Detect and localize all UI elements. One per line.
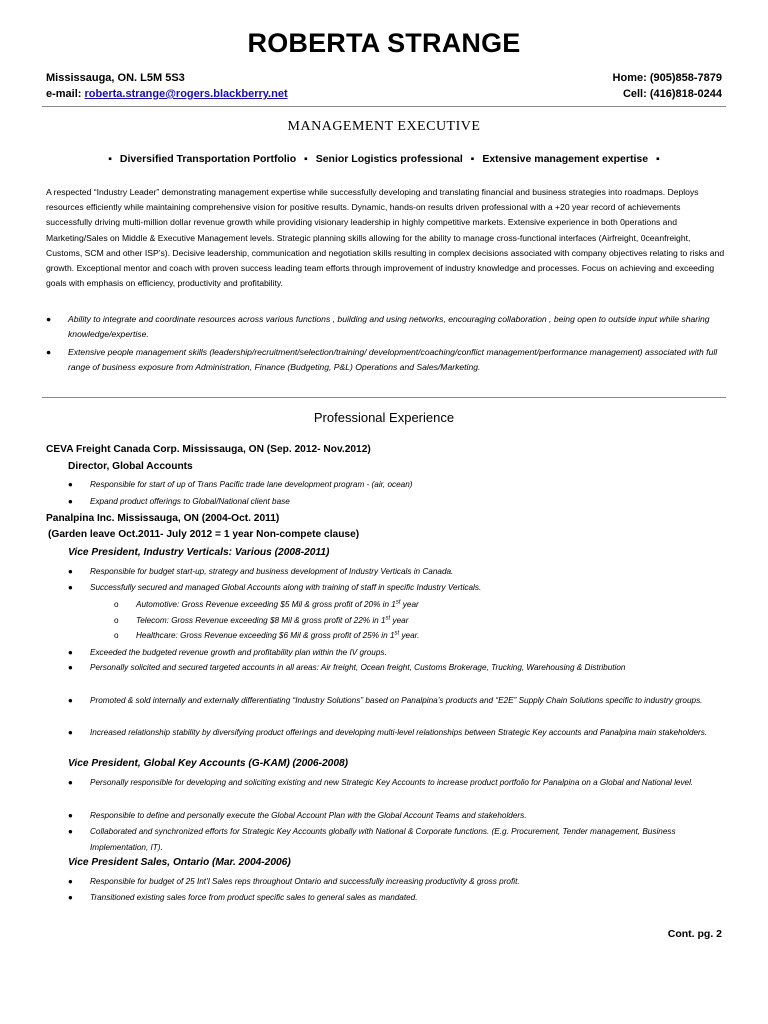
section-heading-experience: Professional Experience bbox=[313, 410, 455, 425]
list-item-text: Increased relationship stability by diversifying product offerings and developing multi-level relationships between Strategic Key accounts and Panalpina main stakeholders. bbox=[90, 728, 708, 737]
bullet-icon: ● bbox=[68, 728, 73, 737]
summary-paragraph: A respected “Industry Leader” demonstrating management expertise while successfully developing and translating financial and business strategies into roadmaps. Deploys resources efficiently while maintaining comprehensive vision for positive results. Dynamic, hands-on results driven professional with a +20 year record of achievements successfully driving multi-million dollar revenue growth while providing visionary leadership in highly competitive markets. Extensive experience in both 0perations and Marketing/Sales on Middle & Executive Management levels. Strategic planning skills allowing for the ability to manage cross-functional interfaces (Airfreight, 0ceanfreight, Customs, SCM and other ISP’s). Decisive leadership, communication and negotiation skills resulting in complex decisions associated with company objectives relating to risks and growth. Exceptional mentor and coach with proven success leading team efforts through improvement of industry knowledge and processes. Focus on achieving and exceeding goals with emphasis on efficiency, productivity and profitability. bbox=[46, 187, 725, 289]
company-ceva: CEVA Freight Canada Corp. Mississauga, ON (Sep. 2012- Nov.2012) bbox=[46, 444, 371, 455]
list-item-text: Personally solicited and secured targeted accounts in all areas: Air freight, Ocean freight, Customs Brokerage, Trucking, Warehousing & Distribution bbox=[90, 663, 626, 672]
bullet-icon: ● bbox=[46, 347, 52, 357]
bullet-icon: ▪ bbox=[304, 153, 308, 165]
bullet-icon: ● bbox=[68, 778, 73, 787]
sub-item-text: Telecom: Gross Revenue exceeding $8 Mil & gross profit of 22% in 1st year bbox=[136, 615, 409, 625]
list-item bbox=[68, 693, 724, 709]
role-vp-global-key-accounts: Vice President, Global Key Accounts (G-KAM) (2006-2008) bbox=[68, 758, 349, 769]
list-item-text: Exceeded the budgeted revenue growth and profitability plan within the IV groups. bbox=[90, 648, 387, 657]
highlight-item: Extensive management expertise bbox=[482, 153, 649, 165]
list-item bbox=[68, 645, 724, 661]
bullet-icon: ● bbox=[68, 583, 73, 592]
summary-bullet-text: Extensive people management skills (leadership/recruitment/selection/training/ development/coaching/conflict management/performance management) associated with full range of business exposure from Administration, Finance (Budgeting, P&L) Operations and Sales/Marketing. bbox=[68, 347, 718, 373]
highlights-line bbox=[0, 153, 768, 165]
summary-bullet-text: Ability to integrate and coordinate resources across various functions , building and using networks, encouraging collaboration , being open to outside input while sharing knowledge/expertise. bbox=[68, 314, 710, 340]
bullet-icon: ● bbox=[68, 811, 73, 820]
list-item bbox=[68, 874, 724, 890]
bullet-icon: ● bbox=[68, 497, 73, 506]
list-item bbox=[68, 775, 724, 791]
summary-bullet bbox=[46, 312, 726, 342]
continued-page-note: Cont. pg. 2 bbox=[667, 928, 722, 940]
list-item bbox=[68, 494, 724, 510]
sub-item-text: Healthcare: Gross Revenue exceeding $6 Mil & gross profit of 25% in 1st year. bbox=[136, 630, 420, 640]
list-item-text: Responsible for start of up of Trans Pacific trade lane development program - (air, ocean) bbox=[90, 480, 413, 489]
garden-leave-note: (Garden leave Oct.2011- July 2012 = 1 year Non-compete clause) bbox=[48, 529, 360, 540]
role-vp-industry-verticals: Vice President, Industry Verticals: Various (2008-2011) bbox=[68, 547, 330, 558]
bullet-icon: ● bbox=[68, 567, 73, 576]
bullet-icon: ▪ bbox=[470, 153, 475, 165]
email-line bbox=[46, 88, 288, 100]
email-link[interactable]: roberta.strange@rogers.blackberry.net bbox=[84, 88, 288, 100]
bullet-icon: ● bbox=[68, 480, 73, 489]
list-item-text: Transitioned existing sales force from product specific sales to general sales as mandated. bbox=[90, 893, 418, 902]
position-title: MANAGEMENT EXECUTIVE bbox=[287, 119, 481, 134]
role-director: Director, Global Accounts bbox=[68, 461, 193, 472]
list-item-text: Responsible for budget of 25 Int’l Sales reps throughout Ontario and successfully increasing productivity & gross profit. bbox=[90, 877, 520, 886]
sub-item bbox=[114, 613, 408, 628]
header-divider bbox=[42, 106, 726, 107]
summary-bullet bbox=[46, 345, 726, 375]
bullet-icon: ▪ bbox=[655, 153, 660, 165]
list-item-text: Promoted & sold internally and externally differentiating “Industry Solutions” based on Panalpina’s products and “E2E” Supply Chain Solutions specific to industry groups. bbox=[90, 696, 703, 705]
sub-item bbox=[114, 628, 419, 643]
bullet-icon: ● bbox=[68, 827, 73, 836]
list-item-text: Expand product offerings to Global/National client base bbox=[90, 497, 290, 506]
home-phone: Home: (905)858-7879 bbox=[612, 72, 722, 84]
address: Mississauga, ON. L5M 5S3 bbox=[46, 72, 185, 84]
highlight-item: Senior Logistics professional bbox=[315, 153, 463, 165]
list-item bbox=[68, 808, 724, 824]
list-item-text: Collaborated and synchronized efforts for Strategic Key Accounts globally with National & Corporate functions. (E.g. Procurement, Tender management, Business Implementation, IT). bbox=[90, 827, 676, 852]
circle-bullet-icon: o bbox=[114, 616, 119, 625]
list-item-text: Personally responsible for developing and soliciting existing and new Strategic Key Accounts to increase product portfolio for Panalpina on a Global and National level. bbox=[90, 778, 694, 787]
circle-bullet-icon: o bbox=[114, 600, 119, 609]
candidate-name: ROBERTA STRANGE bbox=[247, 28, 521, 58]
list-item bbox=[68, 564, 724, 580]
list-item bbox=[68, 580, 724, 596]
email-label: e-mail: bbox=[46, 88, 85, 100]
bullet-icon: ● bbox=[68, 663, 73, 672]
bullet-icon: ● bbox=[68, 648, 73, 657]
role-vp-sales-ontario: Vice President Sales, Ontario (Mar. 2004-2006) bbox=[68, 857, 291, 868]
list-item-text: Responsible to define and personally execute the Global Account Plan with the Global Account Teams and stakeholders. bbox=[90, 811, 527, 820]
sub-item-text: Automotive: Gross Revenue exceeding $5 Mil & gross profit of 20% in 1st year bbox=[136, 599, 419, 609]
list-item-text: Responsible for budget start-up, strategy and business development of Industry Verticals in Canada. bbox=[90, 567, 454, 576]
highlight-item: Diversified Transportation Portfolio bbox=[119, 153, 297, 165]
section-divider bbox=[42, 397, 726, 398]
list-item bbox=[68, 660, 724, 676]
bullet-icon: ▪ bbox=[108, 153, 112, 165]
company-panalpina: Panalpina Inc. Mississauga, ON (2004-Oct. 2011) bbox=[46, 513, 280, 524]
list-item-text: Successfully secured and managed Global Accounts along with training of staff in specific Industry Verticals. bbox=[90, 583, 482, 592]
list-item bbox=[68, 890, 724, 906]
list-item bbox=[68, 725, 724, 741]
cell-phone: Cell: (416)818-0244 bbox=[622, 88, 722, 100]
circle-bullet-icon: o bbox=[114, 631, 119, 640]
sub-item bbox=[114, 597, 419, 612]
bullet-icon: ● bbox=[68, 877, 73, 886]
list-item bbox=[68, 477, 724, 493]
bullet-icon: ● bbox=[68, 696, 73, 705]
bullet-icon: ● bbox=[46, 314, 52, 324]
list-item bbox=[68, 824, 724, 856]
bullet-icon: ● bbox=[68, 893, 73, 902]
